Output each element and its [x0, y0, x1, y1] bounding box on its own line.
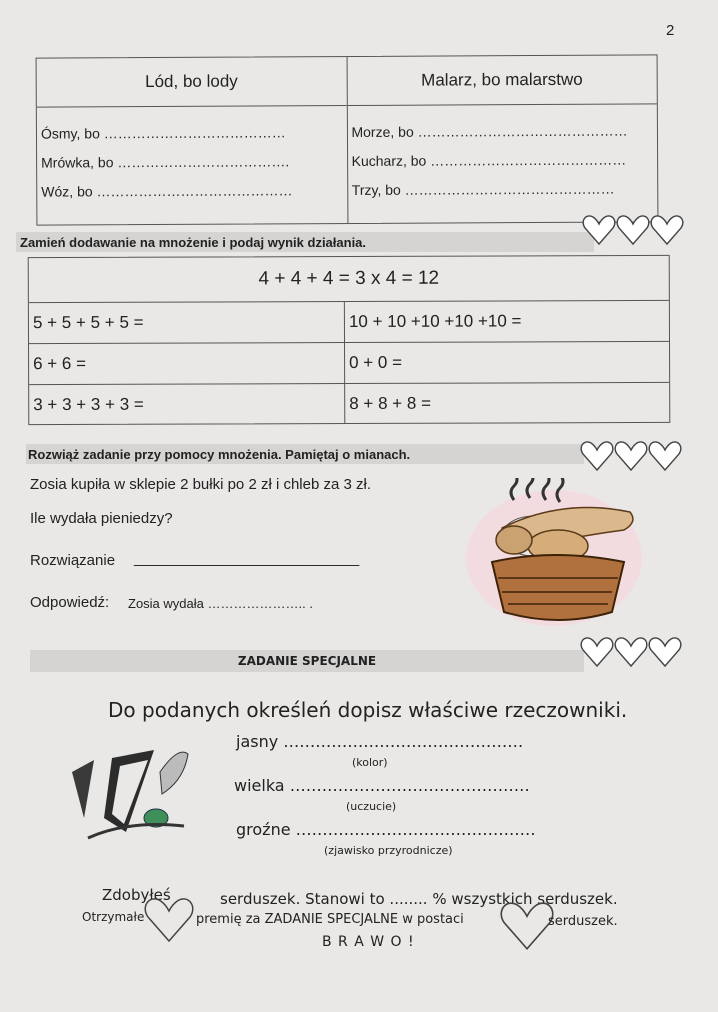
- hearts-group: [580, 440, 682, 472]
- example-equation: 4 + 4 + 4 = 3 x 4 = 12: [29, 256, 669, 303]
- left-row: Wóz, bo ……………………………………: [41, 182, 293, 200]
- equation-cell: 6 + 6 =: [29, 343, 345, 385]
- word-table-left-column: [37, 57, 347, 225]
- heart-icon: [648, 636, 682, 668]
- heart-icon: [580, 440, 614, 472]
- special-task-bar-text: ZADANIE SPECJALNE: [237, 654, 377, 668]
- equation-cell: 8 + 8 + 8 =: [349, 393, 432, 413]
- section2-title-text: Rozwiąż zadanie przy pomocy mnożenia. Pamiętaj o mianach.: [28, 446, 411, 462]
- section1-title: [16, 232, 594, 252]
- bread-basket-illustration: [462, 478, 642, 628]
- heart-icon: [142, 896, 196, 944]
- right-row: Trzy, bo ………………………………………: [351, 180, 615, 198]
- adjective-jasny: jasny ………………………………………: [236, 732, 524, 751]
- heart-icon: [614, 440, 648, 472]
- adjective-grozne: groźne ………………………………………: [236, 820, 536, 839]
- right-row: Morze, bo ………………………………………: [351, 122, 628, 140]
- left-row: Mrówka, bo ……………………………….: [41, 153, 290, 171]
- hint-kolor: (kolor): [352, 756, 388, 769]
- multiplication-table: [28, 255, 671, 425]
- footer-hearts-text: serduszek.: [548, 914, 618, 929]
- left-row: Ósmy, bo …………………………………: [40, 124, 286, 142]
- special-task-title: Do podanych określeń dopisz właściwe rzeczowniki.: [108, 698, 628, 722]
- left-header: Lód, bo lody: [37, 57, 347, 108]
- problem-line-1: Zosia kupiła w sklepie 2 bułki po 2 zł i chleb za 3 zł.: [30, 476, 372, 493]
- heart-icon: [582, 214, 616, 246]
- adjective-wielka: wielka ………………………………………: [234, 776, 530, 795]
- section2-title: [26, 444, 584, 464]
- equation-cell: 10 + 10 +10 +10 +10 =: [345, 301, 669, 343]
- solution-label: Rozwiązanie: [30, 552, 116, 569]
- right-row: Kucharz, bo ……………………………………: [351, 151, 627, 169]
- equation-cell: 3 + 3 + 3 + 3 =: [29, 384, 345, 425]
- word-table-right-column: [346, 55, 657, 223]
- equation-cell: 0 + 0 =: [345, 342, 669, 384]
- page-number: 2: [666, 22, 675, 39]
- equation-cell: 5 + 5 + 5 + 5 =: [29, 302, 345, 344]
- hint-zjawisko: (zjawisko przyrodnicze): [324, 844, 453, 857]
- solution-line: ___________________________: [134, 550, 360, 567]
- hint-uczucie: (uczucie): [346, 800, 397, 813]
- hearts-group: [580, 636, 682, 668]
- answer-text: Zosia wydała ………………….. .: [128, 596, 313, 611]
- footer-bonus-text: premię za ZADANIE SPECJALNE w postaci: [196, 912, 464, 927]
- heart-icon: [616, 214, 650, 246]
- special-task-bar: [30, 650, 584, 672]
- heart-icon: [648, 440, 682, 472]
- quill-paper-illustration: [64, 742, 194, 842]
- word-table: [36, 54, 659, 225]
- footer-received-label: Otrzymałe: [82, 910, 145, 924]
- hearts-group: [582, 214, 684, 246]
- heart-icon: [614, 636, 648, 668]
- heart-icon: [580, 636, 614, 668]
- bravo-text: B R A W O !: [322, 934, 415, 950]
- section1-title-text: Zamień dodawanie na mnożenie i podaj wynik działania.: [20, 234, 367, 250]
- right-header: Malarz, bo malarstwo: [347, 55, 657, 106]
- heart-icon: [650, 214, 684, 246]
- problem-line-2: Ile wydała pieniedzy?: [30, 510, 173, 527]
- footer-earned-text: serduszek. Stanowi to ........ % wszystkich serduszek.: [220, 890, 618, 908]
- answer-label: Odpowiedź:: [30, 594, 110, 611]
- footer-earned-label: Zdobyłeś: [102, 886, 171, 904]
